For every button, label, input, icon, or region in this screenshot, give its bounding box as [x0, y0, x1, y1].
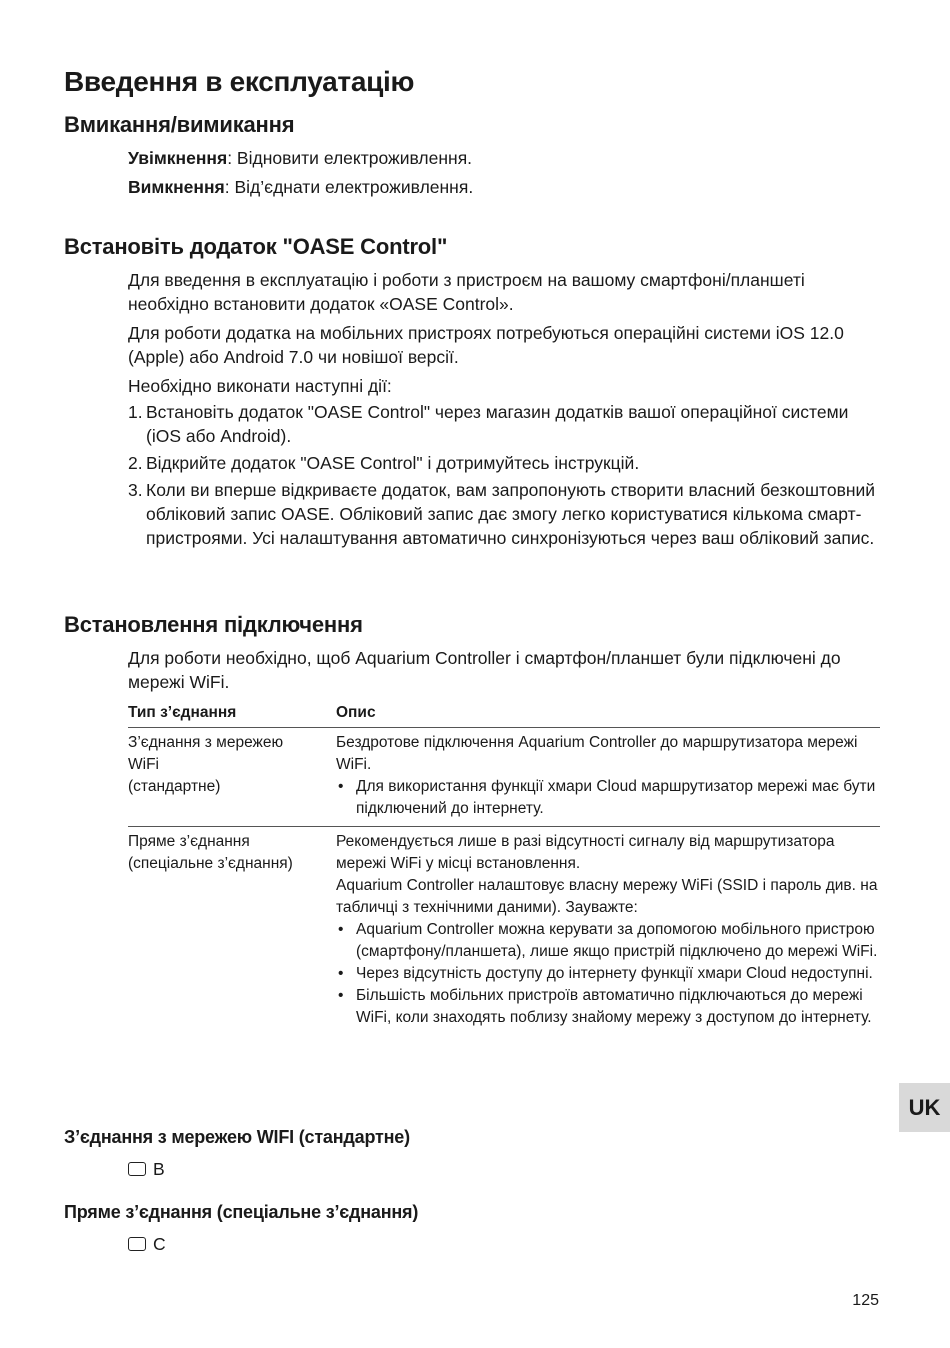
bullet-icon: • [338, 987, 344, 1004]
connection-description: Рекомендується лише в разі відсутності сигналу від маршрутизатора мережі WiFi у місці встановлення. [336, 833, 835, 872]
power-off-text: : Від’єднати електроживлення. [224, 177, 474, 197]
connection-type-qualifier: (стандартне) [128, 778, 221, 795]
power-on-text: : Відновити електроживлення. [227, 148, 473, 168]
section-heading-wifi: З’єднання з мережею WIFI (стандартне) [64, 1127, 410, 1147]
step-number: 3. [128, 480, 143, 500]
connection-types-table [128, 702, 880, 1035]
connection-description: Бездротове підключення Aquarium Controller до маршрутизатора мережі WiFi. [336, 734, 858, 773]
list-item [336, 985, 880, 1029]
step-text: Коли ви вперше відкриваєте додаток, вам запропонують створити власний безкоштовний обліковий запис OASE. Обліковий запис дає змогу легко користуватися кількома смарт-пристроями. Усі налаштування автоматично синхронізуються через ваш обліковий запис. [146, 480, 876, 548]
connection-notes [336, 776, 880, 820]
connection-description-extra: Aquarium Controller налаштовує власну мережу WiFi (SSID і пароль див. на табличці з технічними даними). Зауважте: [336, 877, 878, 916]
page-title: Введення в експлуатацію [64, 66, 415, 97]
list-item [128, 451, 880, 475]
list-item [336, 963, 880, 985]
list-item [128, 478, 880, 550]
figure-reference-label: B [153, 1159, 165, 1179]
connection-notes [336, 919, 880, 1029]
section-heading-power: Вмикання/вимикання [64, 112, 295, 137]
table-header-type: Тип з’єднання [128, 702, 336, 728]
figure-icon [128, 1237, 146, 1251]
table-cell-type [128, 728, 336, 827]
table-cell-type [128, 827, 336, 1036]
app-paragraph: Необхідно виконати наступні дії: [128, 376, 392, 396]
list-item [336, 776, 880, 820]
app-paragraph: Для роботи додатка на мобільних пристроях потребуються операційні системи iOS 12.0 (Apple) або Android 7.0 чи новішої версії. [128, 323, 844, 367]
page-number: 125 [852, 1292, 879, 1309]
section-heading-app: Встановіть додаток "OASE Control" [64, 234, 448, 259]
table-cell-description [336, 827, 880, 1036]
section-heading-connection: Встановлення підключення [64, 612, 363, 637]
connection-intro [128, 646, 880, 699]
section-heading-direct: Пряме з’єднання (спеціальне з’єднання) [64, 1202, 419, 1222]
bullet-icon: • [338, 778, 344, 795]
note-text: Для використання функції хмари Cloud маршрутизатор мережі має бути підключений до інтернету. [356, 778, 876, 817]
note-text: Aquarium Controller можна керувати за допомогою мобільного пристрою (смартфону/планшета), лише якщо пристрій підключено до мережі WiFi. [356, 921, 878, 960]
list-item [128, 400, 880, 448]
language-tab: UK [899, 1083, 950, 1132]
step-text: Відкрийте додаток "OASE Control" і дотримуйтесь інструкцій. [146, 453, 640, 473]
connection-type-qualifier: (спеціальне з’єднання) [128, 855, 293, 872]
list-item [336, 919, 880, 963]
connection-intro-text: Для роботи необхідно, щоб Aquarium Controller і смартфон/планшет були підключені до мережі WiFi. [128, 648, 841, 692]
step-number: 1. [128, 402, 143, 422]
connection-type-name: З’єднання з мережею WiFi [128, 734, 284, 773]
table-header-description: Опис [336, 702, 880, 728]
table-header-row [128, 702, 880, 728]
app-paragraph: Для введення в експлуатацію і роботи з пристроєм на вашому смартфоні/планшеті необхідно встановити додаток «OASE Control». [128, 270, 805, 314]
app-instructions [128, 268, 880, 553]
figure-reference-b [128, 1158, 165, 1180]
note-text: Через відсутність доступу до інтернету функції хмари Cloud недоступні. [356, 965, 873, 982]
bullet-icon: • [338, 921, 344, 938]
power-on-line [128, 146, 880, 170]
app-steps-list [128, 400, 880, 550]
power-on-label: Увімкнення [128, 148, 228, 168]
bullet-icon: • [338, 965, 344, 982]
connection-type-name: Пряме з’єднання [128, 833, 250, 850]
power-off-line [128, 175, 880, 199]
note-text: Більшість мобільних пристроїв автоматично підключаються до мережі WiFi, коли знаходять поблизу знайому мережу з доступом до інтернету. [356, 987, 872, 1026]
table-row [128, 728, 880, 827]
power-off-label: Вимкнення [128, 177, 225, 197]
table-cell-description [336, 728, 880, 827]
table-row [128, 827, 880, 1036]
step-number: 2. [128, 453, 143, 473]
figure-icon [128, 1162, 146, 1176]
step-text: Встановіть додаток "OASE Control" через магазин додатків вашої операційної системи (iOS або Android). [146, 402, 849, 446]
figure-reference-c [128, 1233, 166, 1255]
power-instructions [128, 146, 880, 204]
figure-reference-label: C [153, 1234, 166, 1254]
